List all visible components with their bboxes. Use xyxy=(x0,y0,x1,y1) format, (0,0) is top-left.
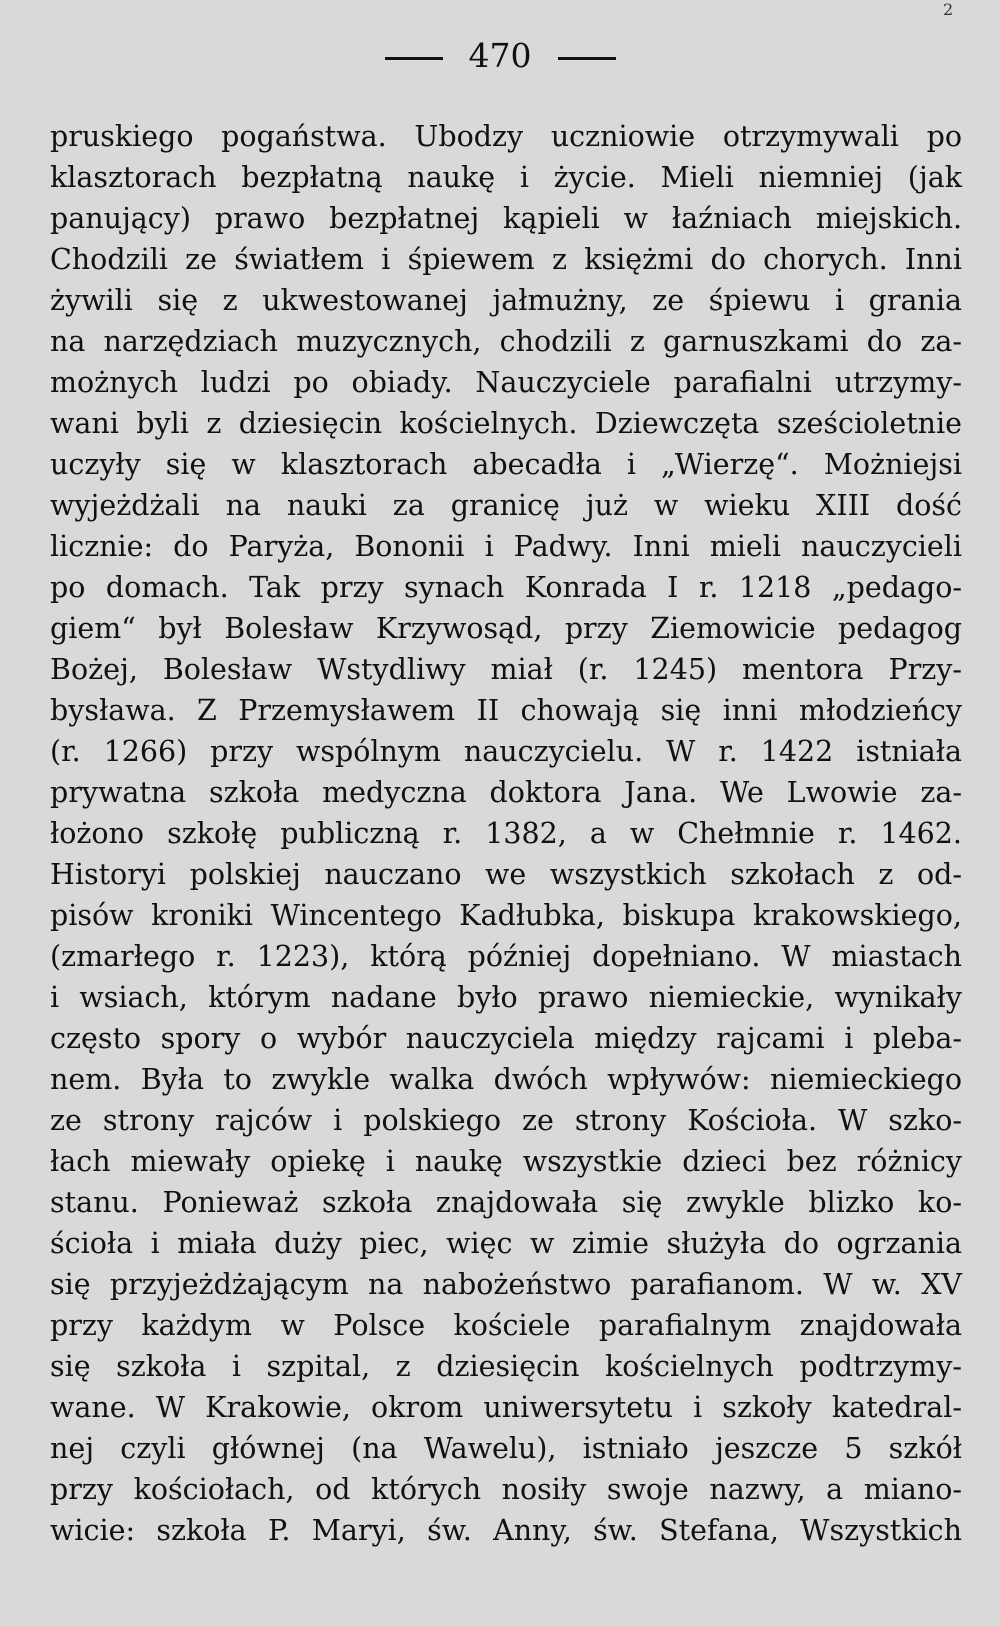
body-text xyxy=(50,116,962,1551)
text-line: (zmarłego r. 1223), którą później dopełniano. W miastach xyxy=(50,940,962,973)
text-line: panujący) prawo bezpłatnej kąpieli w łaźniach miejskich. xyxy=(50,202,962,235)
text-line: stanu. Ponieważ szkoła znajdowała się zwykle blizko ko- xyxy=(50,1186,962,1219)
text-line: Historyi polskiej nauczano we wszystkich szkołach z od- xyxy=(50,858,962,891)
text-line: po domach. Tak przy synach Konrada I r. 1218 „pedago- xyxy=(50,571,962,604)
text-line: (r. 1266) przy wspólnym nauczycielu. W r. 1422 istniała xyxy=(50,735,962,768)
text-line: wicie: szkoła P. Maryi, św. Anny, św. Stefana, Wszystkich xyxy=(50,1514,962,1547)
header-dash-left xyxy=(385,57,443,60)
text-line: się szkoła i szpital, z dziesięcin kościelnych podtrzymy- xyxy=(50,1350,962,1383)
text-line: często spory o wybór nauczyciela między rajcami i pleba- xyxy=(50,1022,962,1055)
text-line: Bożej, Bolesław Wstydliwy miał (r. 1245) mentora Przy- xyxy=(50,653,962,686)
text-line: wani byli z dziesięcin kościelnych. Dziewczęta sześcioletnie xyxy=(50,407,962,440)
text-line: prywatna szkoła medyczna doktora Jana. We Lwowie za- xyxy=(50,776,962,809)
text-line: możnych ludzi po obiady. Nauczyciele parafialni utrzymy- xyxy=(50,366,962,399)
text-line: się przyjeżdżającym na nabożeństwo parafianom. W w. XV xyxy=(50,1268,962,1301)
text-line: wane. W Krakowie, okrom uniwersytetu i szkoły katedral- xyxy=(50,1391,962,1424)
text-line: Chodzili ze światłem i śpiewem z księżmi do chorych. Inni xyxy=(50,243,962,276)
text-line: licznie: do Paryża, Bononii i Padwy. Inni mieli nauczycieli xyxy=(50,530,962,563)
text-line: nem. Była to zwykle walka dwóch wpływów: niemieckiego xyxy=(50,1063,962,1096)
text-line: pruskiego pogaństwa. Ubodzy uczniowie otrzymywali po xyxy=(50,120,962,153)
page-header xyxy=(0,36,1000,75)
text-line: ścioła i miała duży piec, więc w zimie służyła do ogrzania xyxy=(50,1227,962,1260)
text-line: i wsiach, którym nadane było prawo niemieckie, wynikały xyxy=(50,981,962,1014)
text-line: przy kościołach, od których nosiły swoje nazwy, a miano- xyxy=(50,1473,962,1506)
text-line: żywili się z ukwestowanej jałmużny, ze śpiewu i grania xyxy=(50,284,962,317)
text-line: przy każdym w Polsce kościele parafialnym znajdowała xyxy=(50,1309,962,1342)
text-line: nej czyli głównej (na Wawelu), istniało jeszcze 5 szkół xyxy=(50,1432,962,1465)
text-line: klasztorach bezpłatną naukę i życie. Mieli niemniej (jak xyxy=(50,161,962,194)
text-line: wyjeżdżali na nauki za granicę już w wieku XIII dość xyxy=(50,489,962,522)
text-line: łach miewały opiekę i naukę wszystkie dzieci bez różnicy xyxy=(50,1145,962,1178)
text-line: uczyły się w klasztorach abecadła i „Wierzę“. Możniejsi xyxy=(50,448,962,481)
page-number: 470 xyxy=(468,36,532,75)
text-line: pisów kroniki Wincentego Kadłubka, biskupa krakowskiego, xyxy=(50,899,962,932)
text-line: na narzędziach muzycznych, chodzili z garnuszkami do za- xyxy=(50,325,962,358)
text-line: giem“ był Bolesław Krzywosąd, przy Ziemowicie pedagog xyxy=(50,612,962,645)
text-line: ze strony rajców i polskiego ze strony Kościoła. W szko- xyxy=(50,1104,962,1137)
text-line: bysława. Z Przemysławem II chowają się inni młodzieńcy xyxy=(50,694,962,727)
corner-mark: 2 xyxy=(943,0,954,19)
text-line: łożono szkołę publiczną r. 1382, a w Chełmnie r. 1462. xyxy=(50,817,962,850)
header-dash-right xyxy=(558,57,616,60)
